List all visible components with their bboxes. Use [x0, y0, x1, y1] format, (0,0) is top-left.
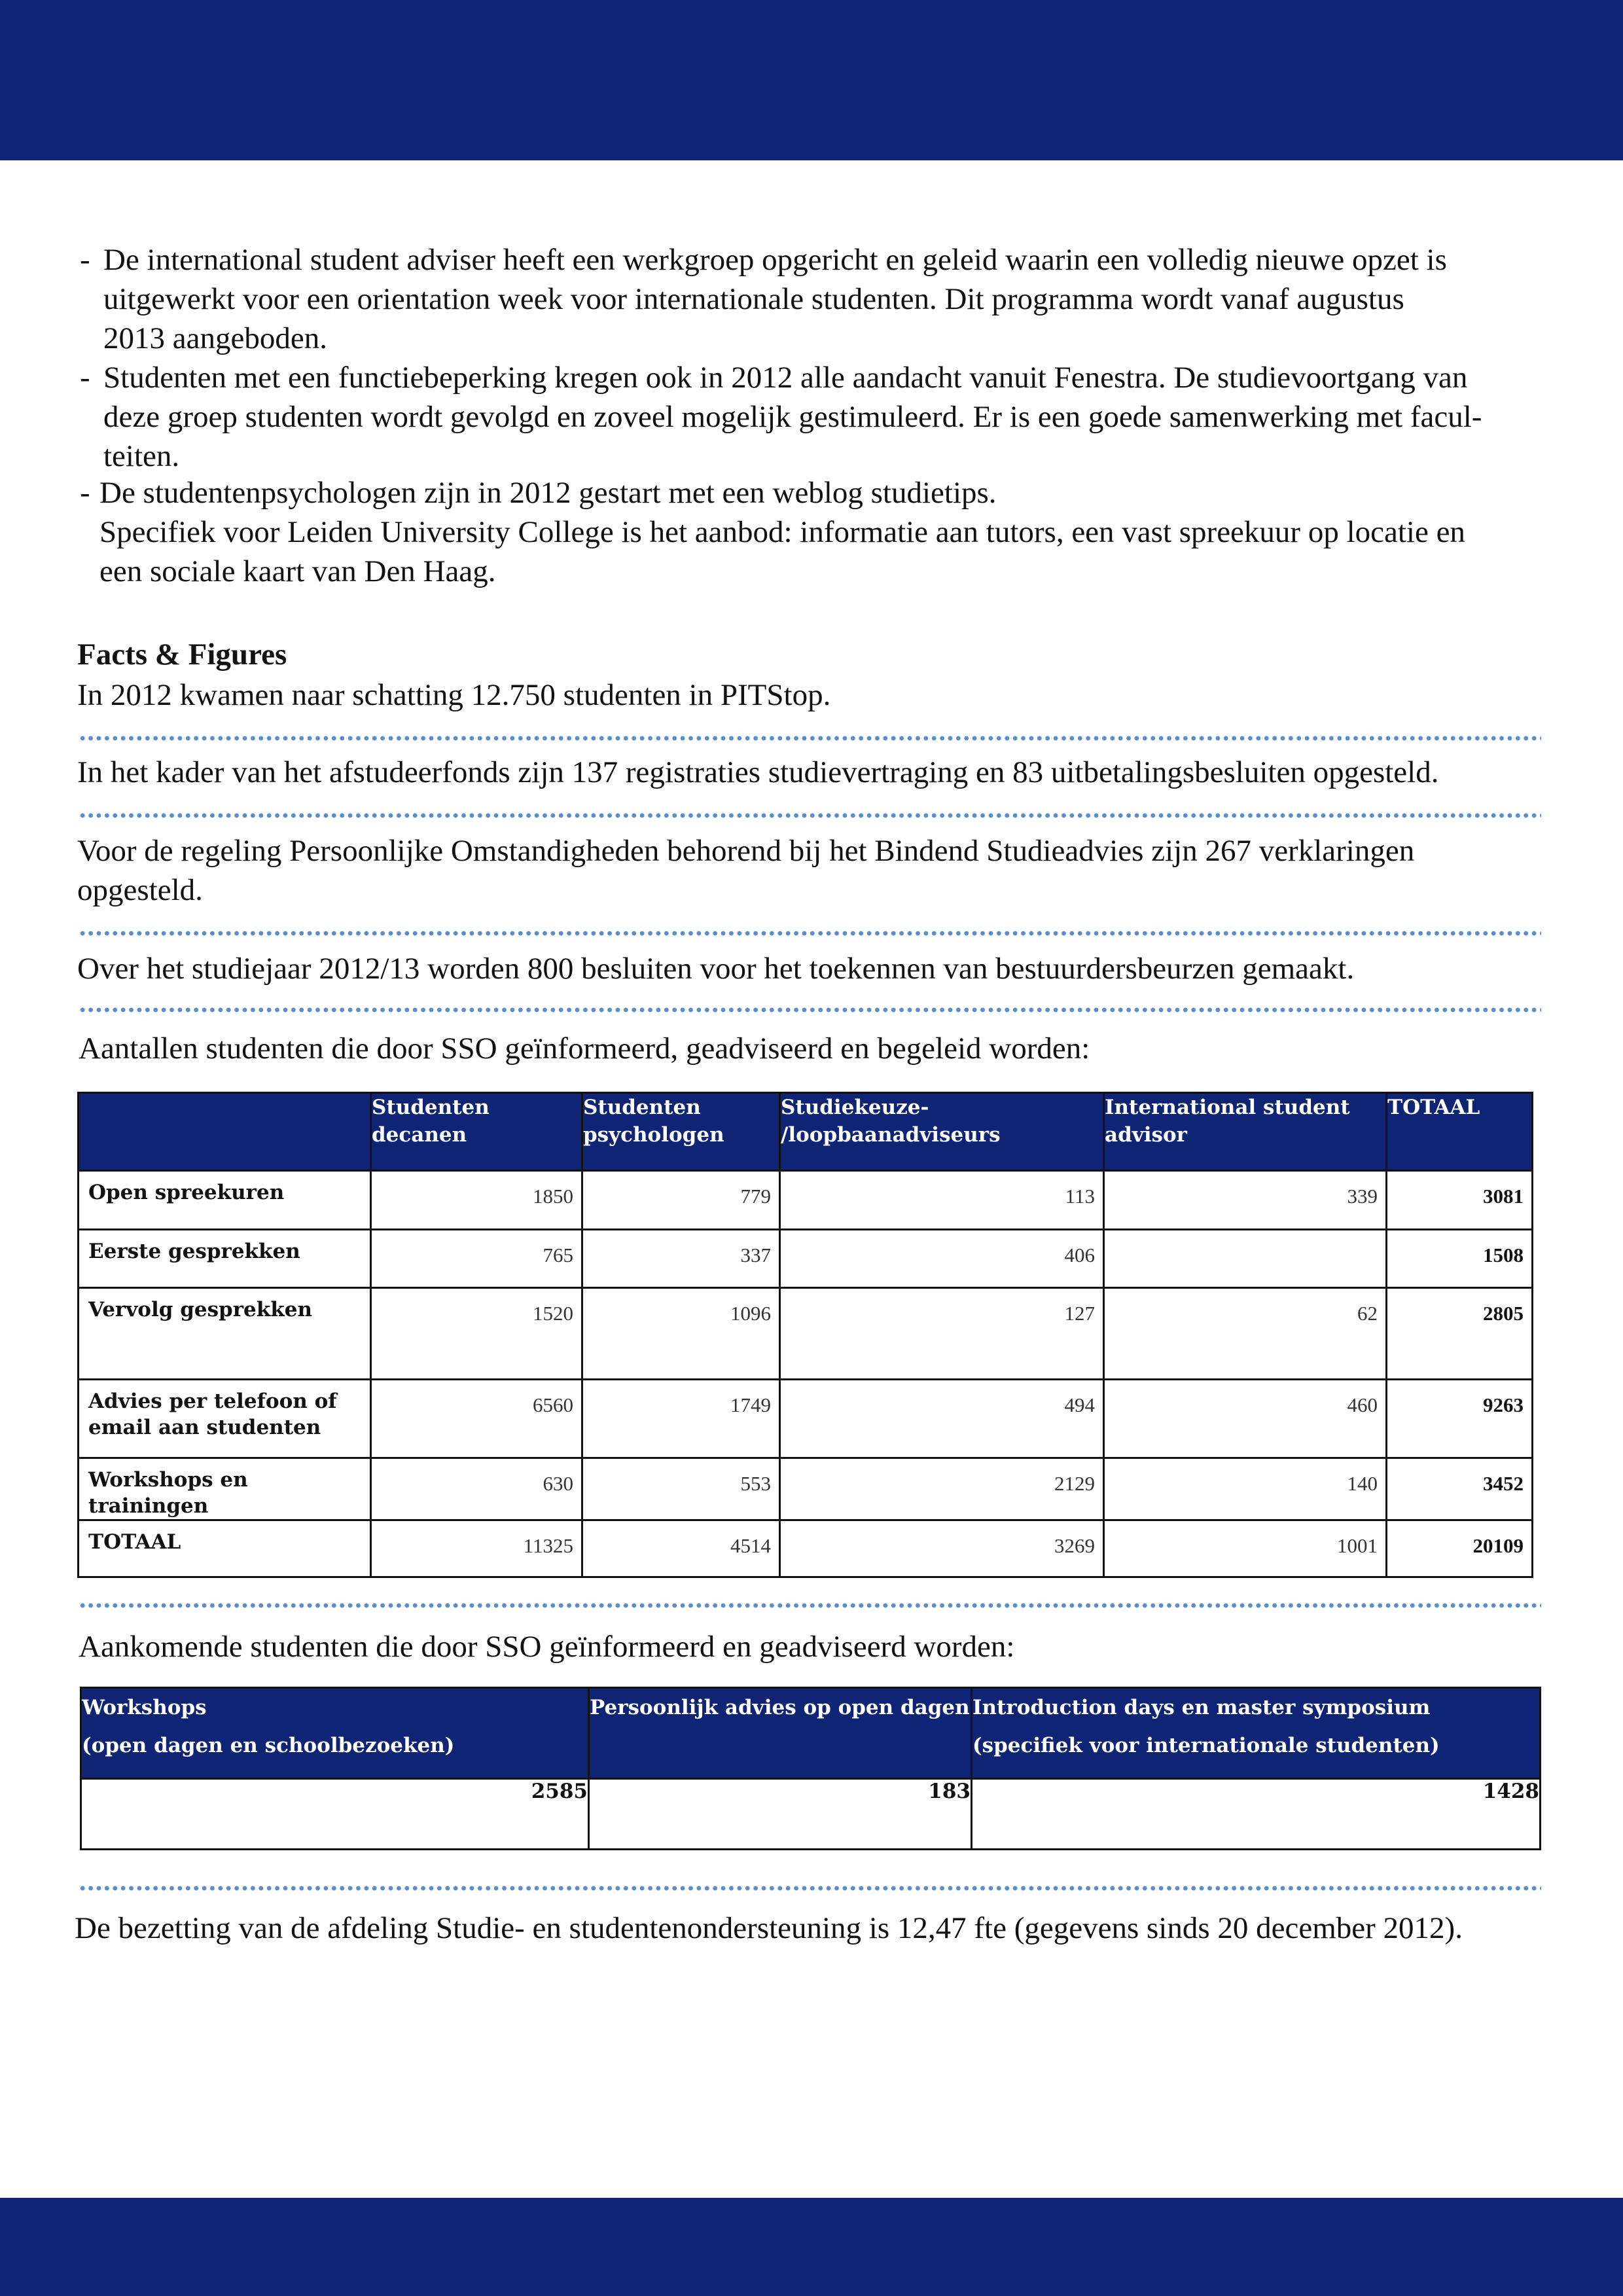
- table-cell: 1096: [582, 1288, 780, 1380]
- table-cell: 460: [1104, 1380, 1387, 1458]
- table-cell: 630: [371, 1458, 582, 1520]
- bullet-marker: -: [80, 361, 90, 395]
- dotted-divider: [79, 1007, 1541, 1013]
- row-label: Workshops en trainingen: [79, 1458, 371, 1520]
- table-row: [79, 1288, 1533, 1380]
- table-row: [81, 1779, 1541, 1850]
- table-cell: 779: [582, 1171, 780, 1230]
- table-cell: [1104, 1230, 1387, 1288]
- sso-counts-table: [77, 1092, 1533, 1578]
- dotted-divider: [79, 1603, 1541, 1608]
- table-cell: 553: [582, 1458, 780, 1520]
- row-label: Eerste gesprekken: [79, 1230, 371, 1288]
- table-cell: 337: [582, 1230, 780, 1288]
- bullet-line: uitgewerkt voor een orientation week voor internationale studenten. Dit programma wordt vanaf augustus: [103, 282, 1404, 316]
- bullet-line: 2013 aangeboden.: [103, 321, 327, 355]
- column-header: Studiekeuze- /loopbaanadviseurs: [780, 1093, 1104, 1171]
- table-cell: 1428: [972, 1779, 1541, 1850]
- table-cell: 2585: [81, 1779, 589, 1850]
- table-row: [79, 1520, 1533, 1577]
- dotted-divider: [79, 1886, 1541, 1891]
- row-total-cell: 20109: [1387, 1520, 1533, 1577]
- table-row: [79, 1171, 1533, 1230]
- column-header: Introduction days en master symposium (specifiek voor internationale studenten): [972, 1688, 1541, 1779]
- row-total-cell: 3452: [1387, 1458, 1533, 1520]
- fact-text: Voor de regeling Persoonlijke Omstandigheden behorend bij het Bindend Studieadvies zijn 267 verklaringen: [77, 834, 1415, 868]
- table-cell: 3269: [780, 1520, 1104, 1577]
- column-header: Persoonlijk advies op open dagen: [589, 1688, 972, 1779]
- table-cell: 11325: [371, 1520, 582, 1577]
- table-row: [79, 1230, 1533, 1288]
- bullet-line: De studentenpsychologen zijn in 2012 gestart met een weblog studietips.: [99, 476, 997, 510]
- column-header: [79, 1093, 371, 1171]
- fact-text: opgesteld.: [77, 873, 203, 907]
- table-cell: 127: [780, 1288, 1104, 1380]
- table-cell: 140: [1104, 1458, 1387, 1520]
- table-cell: 1749: [582, 1380, 780, 1458]
- bullet-line: deze groep studenten wordt gevolgd en zoveel mogelijk gestimuleerd. Er is een goede samenwerking met facul-: [103, 400, 1482, 434]
- table-cell: 1001: [1104, 1520, 1387, 1577]
- closing-text: De bezetting van de afdeling Studie- en studentenondersteuning is 12,47 fte (gegevens sinds 20 december 2012).: [75, 1911, 1463, 1945]
- section-heading: Facts & Figures: [77, 637, 287, 672]
- footer-band: [0, 2198, 1623, 2296]
- table-cell: 62: [1104, 1288, 1387, 1380]
- table-row: [79, 1380, 1533, 1458]
- table-header-row: [81, 1688, 1541, 1779]
- dotted-divider: [79, 931, 1541, 936]
- table-cell: 339: [1104, 1171, 1387, 1230]
- table-cell: 1850: [371, 1171, 582, 1230]
- fact-text: Over het studiejaar 2012/13 worden 800 besluiten voor het toekennen van bestuurdersbeurzen gemaakt.: [77, 952, 1355, 986]
- bullet-line: De international student adviser heeft een werkgroep opgericht en geleid waarin een volledig nieuwe opzet is: [103, 243, 1447, 277]
- row-total-cell: 3081: [1387, 1171, 1533, 1230]
- bullet-marker: -: [80, 243, 90, 277]
- row-total-cell: 2805: [1387, 1288, 1533, 1380]
- table1-intro: Aantallen studenten die door SSO geïnformeerd, geadviseerd en begeleid worden:: [79, 1031, 1090, 1066]
- table-cell: 113: [780, 1171, 1104, 1230]
- prospective-students-table: [80, 1687, 1541, 1850]
- table-cell: 1520: [371, 1288, 582, 1380]
- header-band: [0, 0, 1623, 160]
- table-cell: 183: [589, 1779, 972, 1850]
- bullet-line: teiten.: [103, 439, 180, 473]
- bullet-marker: -: [80, 476, 90, 510]
- column-header: TOTAAL: [1387, 1093, 1533, 1171]
- column-header: Studenten decanen: [371, 1093, 582, 1171]
- column-header: Studenten psychologen: [582, 1093, 780, 1171]
- row-label: TOTAAL: [79, 1520, 371, 1577]
- fact-text: In 2012 kwamen naar schatting 12.750 studenten in PITStop.: [77, 678, 831, 712]
- dotted-divider: [79, 736, 1541, 741]
- table-cell: 2129: [780, 1458, 1104, 1520]
- table-header-row: [79, 1093, 1533, 1171]
- row-total-cell: 9263: [1387, 1380, 1533, 1458]
- bullet-line: Studenten met een functiebeperking kregen ook in 2012 alle aandacht vanuit Fenestra. De studievoortgang van: [103, 361, 1468, 395]
- table-row: [79, 1458, 1533, 1520]
- table-cell: 6560: [371, 1380, 582, 1458]
- table-cell: 406: [780, 1230, 1104, 1288]
- table2-intro: Aankomende studenten die door SSO geïnformeerd en geadviseerd worden:: [79, 1630, 1015, 1664]
- fact-text: In het kader van het afstudeerfonds zijn 137 registraties studievertraging en 83 uitbetalingsbesluiten opgesteld.: [77, 755, 1439, 789]
- bullet-line: een sociale kaart van Den Haag.: [99, 554, 496, 588]
- row-total-cell: 1508: [1387, 1230, 1533, 1288]
- table-cell: 765: [371, 1230, 582, 1288]
- column-header: Workshops (open dagen en schoolbezoeken): [81, 1688, 589, 1779]
- dotted-divider: [79, 813, 1541, 818]
- column-header: International student advisor: [1104, 1093, 1387, 1171]
- row-label: Vervolg gesprekken: [79, 1288, 371, 1380]
- table-cell: 4514: [582, 1520, 780, 1577]
- row-label: Open spreekuren: [79, 1171, 371, 1230]
- table-cell: 494: [780, 1380, 1104, 1458]
- bullet-line: Specifiek voor Leiden University College is het aanbod: informatie aan tutors, een vast spreekuur op locatie en: [99, 515, 1465, 549]
- row-label: Advies per telefoon of email aan studenten: [79, 1380, 371, 1458]
